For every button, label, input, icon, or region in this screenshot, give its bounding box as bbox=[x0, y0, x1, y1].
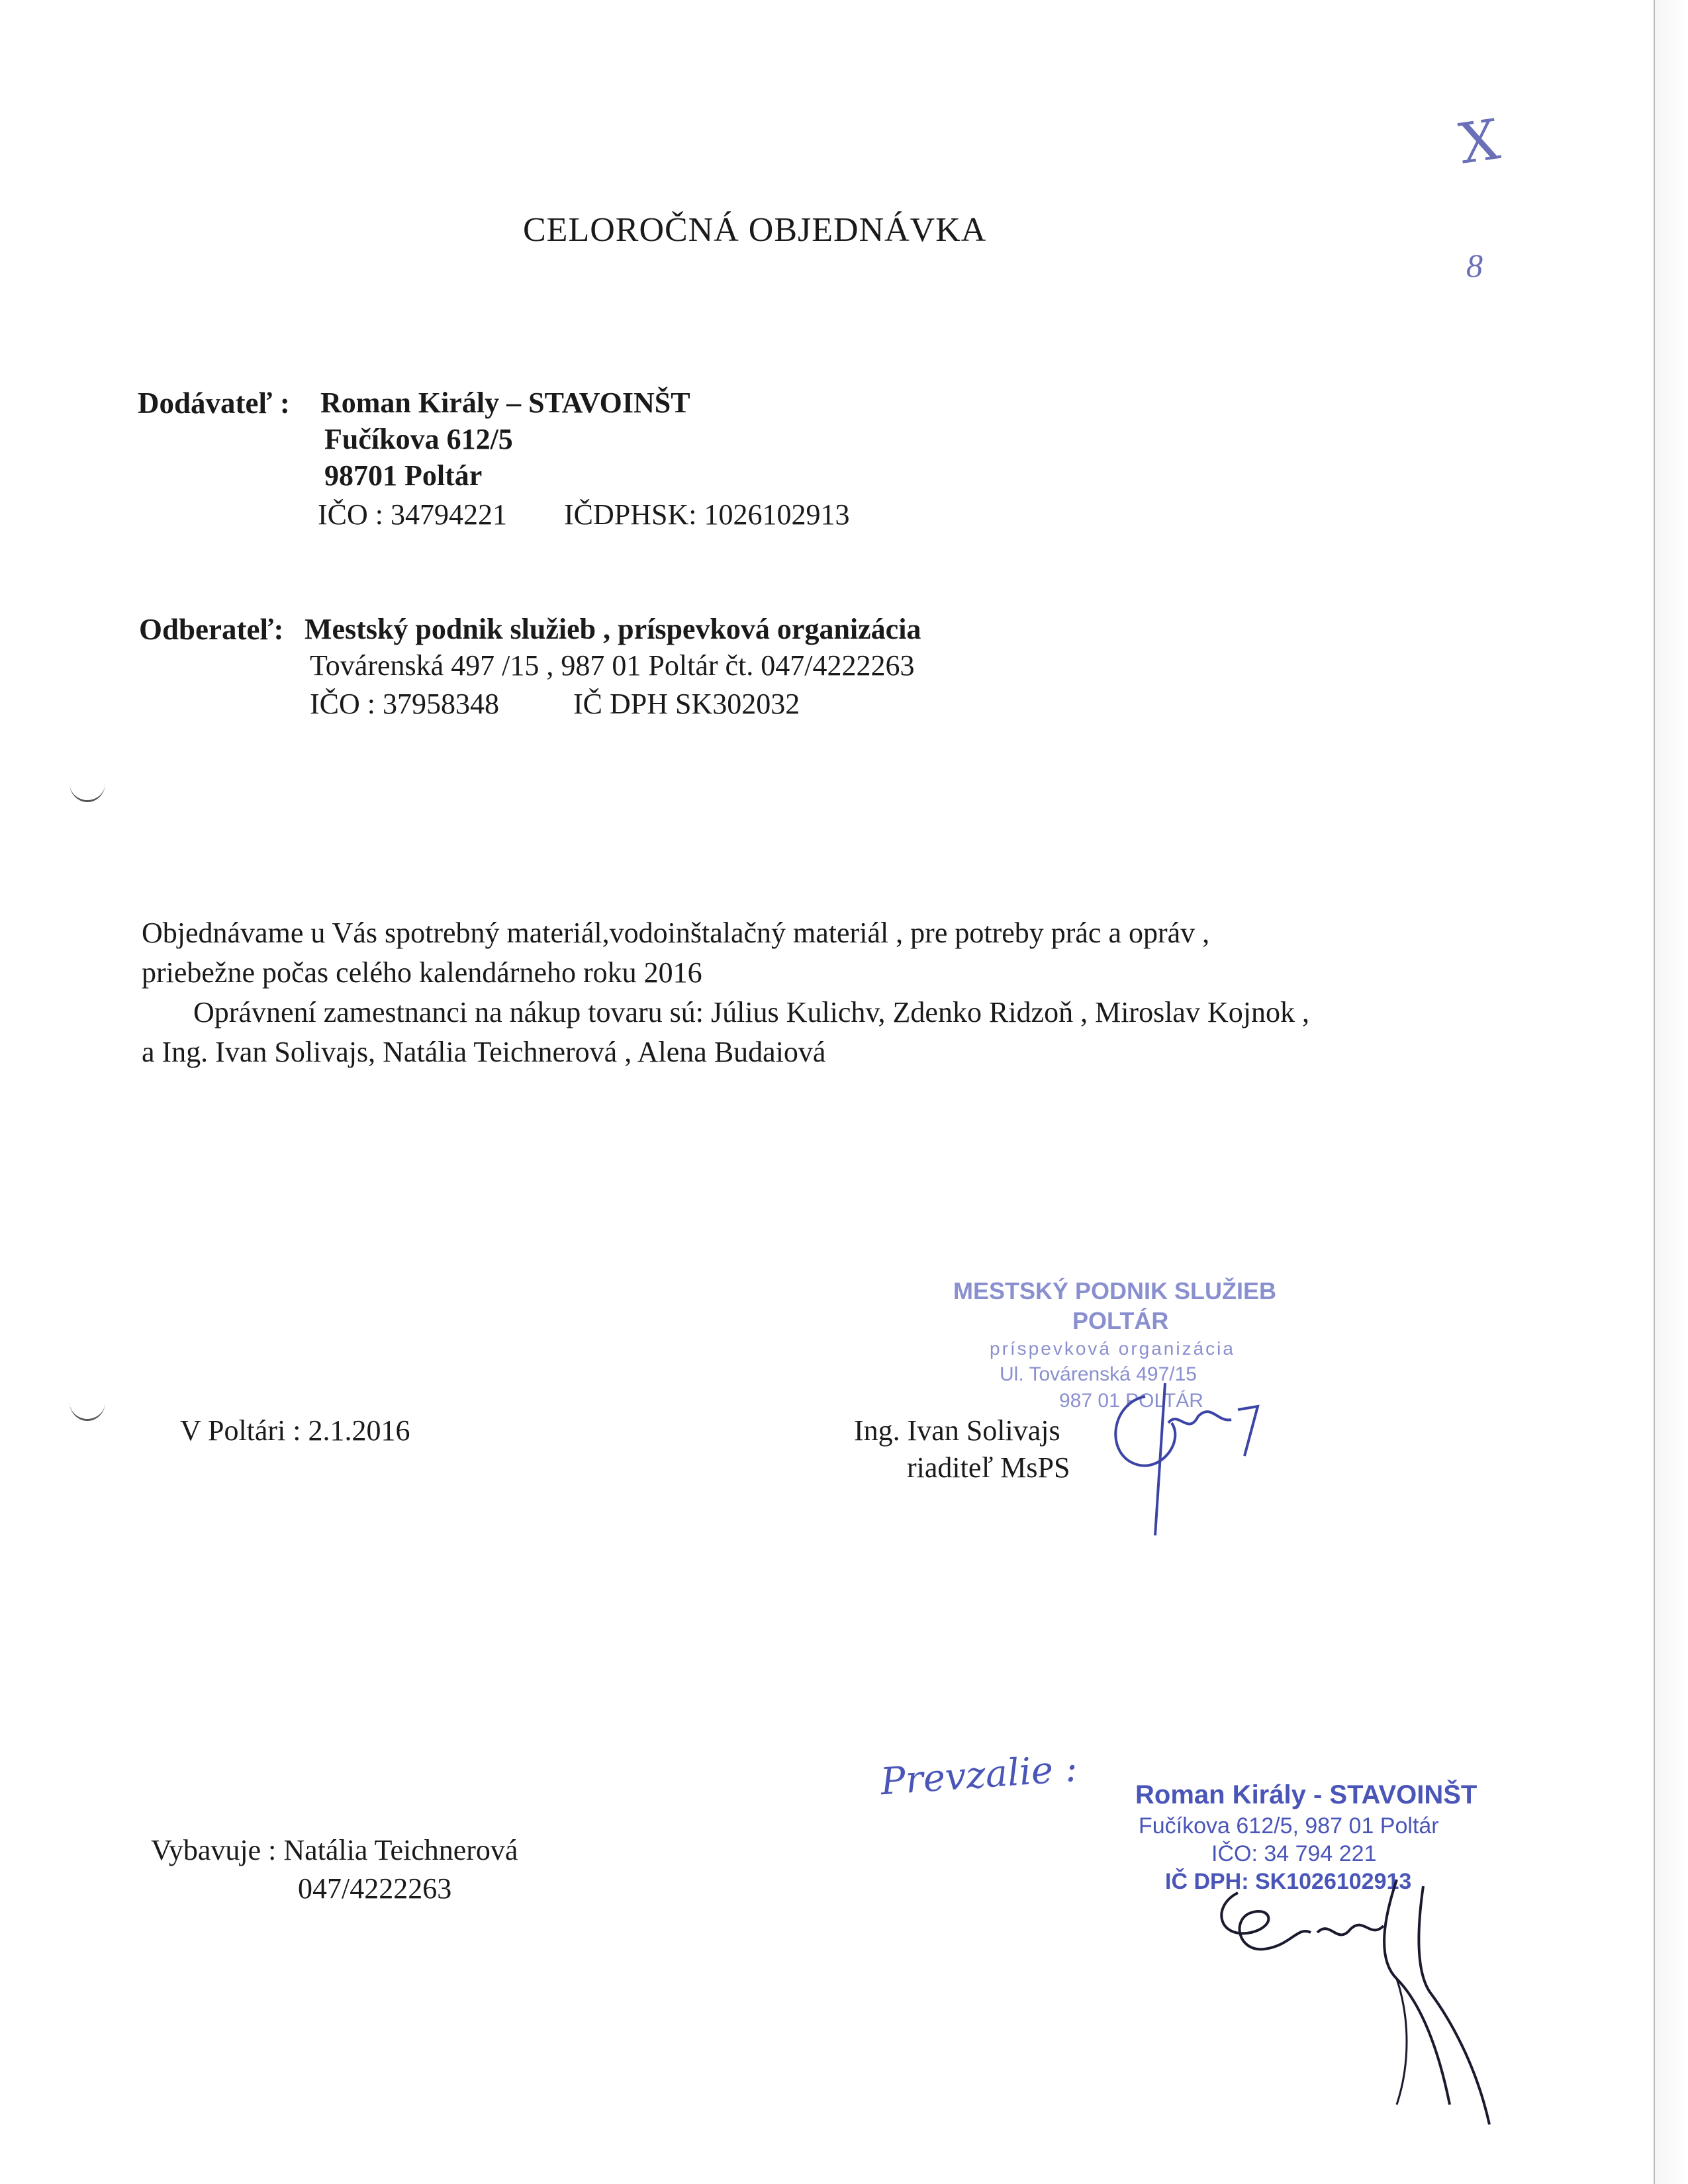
customer-name: Mestský podnik služieb , príspevková organizácia bbox=[305, 613, 921, 645]
document-title: CELOROČNÁ OBJEDNÁVKA bbox=[523, 211, 987, 249]
punch-hole-mark bbox=[70, 764, 105, 802]
handled-by: Vybavuje : Natália Teichnerová bbox=[151, 1834, 518, 1866]
customer-icdph: IČ DPH SK302032 bbox=[573, 688, 800, 720]
supplier-street: Fučíkova 612/5 bbox=[324, 423, 513, 455]
body-line-4: a Ing. Ivan Solivajs, Natália Teichnerová , Alena Budaiová bbox=[142, 1036, 826, 1068]
corner-mark-2: 8 bbox=[1466, 247, 1483, 284]
stamp-line-5: 987 01 POLTÁR bbox=[1059, 1390, 1203, 1412]
director-signature bbox=[1086, 1363, 1284, 1549]
supplier-label: Dodávateľ : bbox=[138, 387, 290, 420]
supplier-stamp-line-4: IČ DPH: SK1026102913 bbox=[1165, 1869, 1412, 1894]
body-line-1: Objednávame u Vás spotrebný materiál,vodoinštalačný materiál , pre potreby prác a opráv , bbox=[142, 917, 1210, 949]
supplier-city: 98701 Poltár bbox=[324, 459, 483, 492]
customer-label: Odberateľ: bbox=[139, 613, 284, 646]
supplier-name: Roman Király – STAVOINŠT bbox=[320, 387, 690, 419]
stamp-line-1: MESTSKÝ PODNIK SLUŽIEB bbox=[953, 1277, 1277, 1304]
handwritten-received-note: Prevzalie : bbox=[879, 1747, 1079, 1804]
place-date: V Poltári : 2.1.2016 bbox=[180, 1414, 410, 1447]
supplier-signature bbox=[1198, 1866, 1503, 2131]
stamp-line-3: príspevková organizácia bbox=[990, 1338, 1235, 1359]
customer-ico: IČO : 37958348 bbox=[310, 688, 499, 720]
supplier-icdph: IČDPHSK: 1026102913 bbox=[564, 498, 850, 531]
corner-mark-1: Ⅹ bbox=[1455, 107, 1504, 177]
signatory-name: Ing. Ivan Solivajs bbox=[854, 1414, 1060, 1447]
customer-address: Továrenská 497 /15 , 987 01 Poltár čt. 047/4222263 bbox=[310, 649, 915, 682]
stamp-line-2: POLTÁR bbox=[1072, 1307, 1169, 1334]
punch-hole-mark bbox=[70, 1383, 105, 1421]
handled-by-phone: 047/4222263 bbox=[298, 1872, 452, 1905]
body-line-3: Oprávnení zamestnanci na nákup tovaru sú: Július Kulichv, Zdenko Ridzoň , Miroslav Kojnok , bbox=[193, 996, 1309, 1028]
supplier-ico: IČO : 34794221 bbox=[318, 498, 507, 531]
supplier-stamp-line-2: Fučíkova 612/5, 987 01 Poltár bbox=[1139, 1813, 1439, 1839]
supplier-stamp-line-1: Roman Király - STAVOINŠT bbox=[1135, 1780, 1477, 1809]
scan-edge bbox=[1654, 0, 1688, 2184]
supplier-stamp-line-3: IČO: 34 794 221 bbox=[1211, 1841, 1377, 1866]
stamp-line-4: Ul. Továrenská 497/15 bbox=[1000, 1363, 1197, 1385]
signatory-role: riaditeľ MsPS bbox=[907, 1451, 1070, 1484]
body-line-2: priebežne počas celého kalendárneho roku 2016 bbox=[142, 956, 702, 989]
